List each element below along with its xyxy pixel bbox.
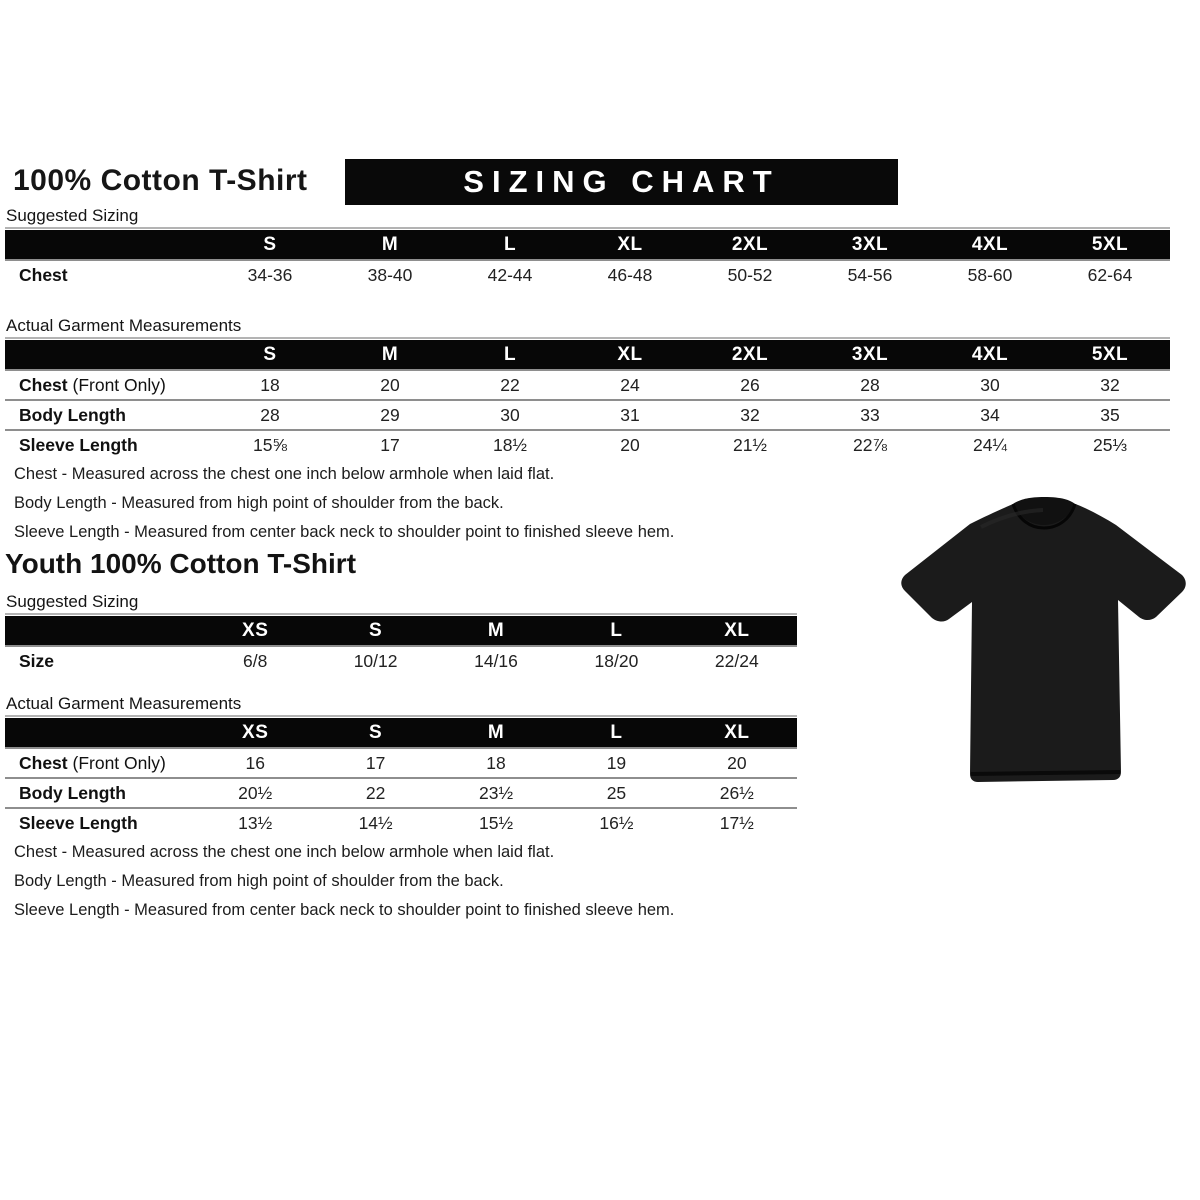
- measurement-cell: 28: [860, 374, 880, 395]
- measurement-cell: 18½: [492, 434, 528, 455]
- youth-suggested-sizing-table: [5, 613, 797, 675]
- size-column-header: S: [263, 343, 277, 365]
- measurement-cell: 20: [620, 434, 640, 455]
- measurement-cell: 58-60: [967, 264, 1013, 285]
- measurement-cell: 16½: [599, 812, 634, 833]
- table-row: [5, 777, 797, 807]
- measurement-cell: 62-64: [1087, 264, 1133, 285]
- measurement-cell: 25⅓: [1092, 434, 1128, 455]
- measurement-cell: 20: [380, 374, 400, 395]
- measurement-cell: 28: [260, 404, 280, 425]
- row-label: Sleeve Length: [19, 434, 138, 455]
- size-column-header: 2XL: [731, 233, 769, 255]
- measurement-cell: 24: [620, 374, 640, 395]
- table-row: [5, 645, 797, 675]
- row-label: Chest (Front Only): [19, 374, 166, 395]
- size-column-header: M: [487, 721, 505, 743]
- measurement-cell: 22/24: [714, 650, 759, 671]
- measurement-cell: 29: [380, 404, 400, 425]
- sizing-chart-banner: [345, 159, 898, 205]
- row-label: Body Length: [19, 404, 126, 425]
- table-row: [5, 369, 1170, 399]
- size-column-header: L: [503, 343, 517, 365]
- note-line: Body Length - Measured from high point of shoulder from the back.: [14, 872, 504, 890]
- measurement-cell: 6/8: [243, 650, 268, 671]
- size-column-header: 5XL: [1091, 343, 1129, 365]
- size-column-header: XS: [242, 721, 269, 743]
- measurement-cell: 26½: [719, 782, 754, 803]
- size-column-header: L: [610, 619, 623, 641]
- size-column-header: XS: [242, 619, 269, 641]
- measurement-cell: 15½: [478, 812, 514, 833]
- measurement-cell: 23½: [478, 782, 514, 803]
- measurement-cell: 24¼: [972, 434, 1008, 455]
- note-line: Chest - Measured across the chest one inch below armhole when laid flat.: [14, 843, 555, 861]
- size-column-header: M: [381, 233, 399, 255]
- measurement-cell: 10/12: [353, 650, 398, 671]
- measurement-cell: 14/16: [474, 650, 518, 671]
- size-column-header: M: [487, 619, 505, 641]
- size-column-header: XL: [617, 233, 643, 255]
- measurement-cell: 34: [980, 404, 1000, 425]
- adult-actual-measurements-label: Actual Garment Measurements: [6, 316, 242, 335]
- adult-actual-measurements-table: [5, 337, 1170, 459]
- measurement-cell: 20½: [238, 782, 273, 803]
- youth-actual-measurements-label: Actual Garment Measurements: [6, 694, 242, 713]
- size-column-header: S: [263, 233, 277, 255]
- note-line: Sleeve Length - Measured from center back neck to shoulder point to finished sleeve hem.: [14, 523, 675, 541]
- size-column-header: 2XL: [731, 343, 769, 365]
- page-title: 100% Cotton T-Shirt: [13, 164, 308, 197]
- banner-label: SIZING CHART: [463, 164, 780, 199]
- measurement-cell: 16: [245, 752, 265, 773]
- row-label: Body Length: [19, 782, 126, 803]
- table-row: [5, 429, 1170, 459]
- measurement-cell: 15⅝: [252, 434, 288, 455]
- measurement-cell: 22: [365, 782, 386, 803]
- size-column-header: L: [503, 233, 517, 255]
- measurement-cell: 33: [860, 404, 880, 425]
- measurement-cell: 18: [486, 752, 506, 773]
- youth-section-title: Youth 100% Cotton T-Shirt: [5, 548, 357, 579]
- measurement-cell: 18/20: [594, 650, 639, 671]
- measurement-cell: 42-44: [487, 264, 533, 285]
- youth-suggested-sizing-label: Suggested Sizing: [6, 592, 139, 611]
- row-label: Chest (Front Only): [19, 752, 166, 773]
- measurement-cell: 35: [1100, 404, 1120, 425]
- size-column-header: 4XL: [971, 233, 1009, 255]
- note-line: Chest - Measured across the chest one inch below armhole when laid flat.: [14, 465, 555, 483]
- measurement-cell: 21½: [732, 434, 768, 455]
- tshirt-body: [901, 497, 1186, 782]
- table-row: [5, 399, 1170, 429]
- measurement-cell: 17: [365, 752, 386, 773]
- measurement-cell: 31: [620, 404, 640, 425]
- measurement-cell: 38-40: [367, 264, 413, 285]
- size-column-header: XL: [724, 619, 750, 641]
- measurement-cell: 17: [380, 434, 400, 455]
- note-line: Sleeve Length - Measured from center back neck to shoulder point to finished sleeve hem.: [14, 901, 675, 919]
- measurement-cell: 54-56: [847, 264, 893, 285]
- row-label: Size: [19, 650, 55, 671]
- black-tshirt-image: [891, 475, 1197, 819]
- table-header-row: [5, 230, 1170, 259]
- size-column-header: 3XL: [851, 343, 889, 365]
- size-column-header: XL: [724, 721, 750, 743]
- size-column-header: S: [369, 721, 383, 743]
- row-label: Chest: [19, 264, 68, 285]
- measurement-cell: 26: [740, 374, 760, 395]
- table-header-row: [5, 340, 1170, 369]
- size-column-header: XL: [617, 343, 643, 365]
- measurement-cell: 22: [500, 374, 520, 395]
- size-column-header: S: [369, 619, 383, 641]
- table-header-row: [5, 616, 797, 645]
- measurement-cell: 30: [980, 374, 1000, 395]
- measurement-cell: 25: [606, 782, 627, 803]
- youth-measurement-notes: [14, 838, 674, 925]
- size-column-header: 5XL: [1091, 233, 1129, 255]
- measurement-cell: 13½: [238, 812, 273, 833]
- size-column-header: L: [610, 721, 623, 743]
- measurement-cell: 34-36: [247, 264, 293, 285]
- size-column-header: 3XL: [851, 233, 889, 255]
- measurement-cell: 17½: [719, 812, 754, 833]
- measurement-cell: 46-48: [607, 264, 653, 285]
- measurement-cell: 32: [740, 404, 760, 425]
- size-column-header: 4XL: [971, 343, 1009, 365]
- table-row: [5, 747, 797, 777]
- measurement-cell: 30: [500, 404, 520, 425]
- youth-actual-measurements-table: [5, 715, 797, 837]
- adult-suggested-sizing-table: [5, 227, 1170, 289]
- measurement-cell: 22⅞: [852, 434, 888, 455]
- table-row: [5, 259, 1170, 289]
- measurement-cell: 32: [1100, 374, 1120, 395]
- adult-measurement-notes: [14, 460, 674, 547]
- measurement-cell: 18: [260, 374, 280, 395]
- measurement-cell: 20: [727, 752, 747, 773]
- adult-suggested-sizing-label: Suggested Sizing: [6, 206, 139, 225]
- table-header-row: [5, 718, 797, 747]
- note-line: Body Length - Measured from high point of shoulder from the back.: [14, 494, 504, 512]
- row-label: Sleeve Length: [19, 812, 138, 833]
- size-column-header: M: [381, 343, 399, 365]
- table-row: [5, 807, 797, 837]
- measurement-cell: 19: [606, 752, 627, 773]
- measurement-cell: 14½: [358, 812, 393, 833]
- tshirt-hem-shadow: [971, 772, 1120, 774]
- measurement-cell: 50-52: [727, 264, 773, 285]
